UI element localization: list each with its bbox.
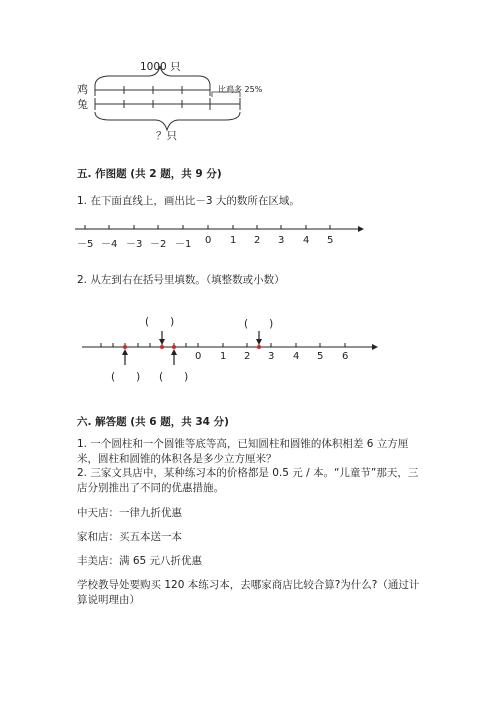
diagram-rabbit-label: 兔 — [77, 98, 88, 111]
arrow-down-icon — [159, 331, 165, 345]
tick-label: 6 — [342, 351, 349, 362]
segment-diagram — [0, 0, 500, 150]
tick-label: －5 — [77, 239, 94, 250]
tick-label: －4 — [101, 239, 118, 250]
tick-label: －3 — [126, 239, 143, 250]
answer-blank[interactable]: ( ) — [244, 318, 274, 330]
number-line-1-labels — [0, 235, 500, 249]
section5-q2: 2. 从左到右在括号里填数。（填整数或小数） — [77, 274, 285, 286]
section6-q1: 1. 一个圆柱和一个圆锥等底等高，已知圆柱和圆锥的体积相差 6 立方厘米，圆柱和圆锥的体积各是多少立方厘米？ — [77, 438, 409, 465]
answer-blank[interactable]: ( ) — [159, 371, 189, 383]
diagram-bottom-label: ？只 — [156, 130, 177, 142]
bottom-brace — [95, 112, 240, 130]
segment-diagram-svg — [0, 0, 500, 150]
arrow-down-icon — [256, 331, 262, 345]
point-marker — [257, 345, 261, 349]
tick-label: 3 — [278, 235, 285, 246]
diagram-chicken-label: 鸡 — [77, 83, 88, 96]
tick-label: －1 — [175, 239, 192, 250]
tick-label: 2 — [244, 351, 251, 362]
tick-label: 0 — [195, 351, 202, 362]
answer-blank[interactable]: ( ) — [145, 316, 175, 328]
tick-label: 1 — [230, 235, 237, 246]
diagram-top-label: 1000 只 — [140, 61, 181, 73]
diagram-note: 比鸡多 25% — [218, 85, 263, 94]
tick-label: 1 — [220, 351, 227, 362]
store-zhongtian: 中天店：一律九折优惠 — [77, 507, 182, 519]
tick-label: 5 — [317, 351, 324, 362]
number-line-2-labels — [0, 351, 500, 365]
section6-title: 六. 解答题 (共 6 题，共 34 分) — [77, 416, 229, 428]
section5-q1: 1. 在下面直线上，画出比－3 大的数所在区域。 — [77, 195, 300, 207]
tick-label: －2 — [150, 239, 167, 250]
store-fengmei: 丰美店：满 65 元八折优惠 — [77, 555, 203, 567]
tick-label: 0 — [205, 235, 212, 246]
tick-label: 4 — [303, 235, 310, 246]
tick-label: 4 — [293, 351, 300, 362]
point-marker — [172, 345, 176, 349]
point-marker — [123, 345, 127, 349]
store-jiahe: 家和店：买五本送一本 — [77, 531, 182, 543]
section6-q2: 2. 三家文具店中，某种练习本的价格都是 0.5 元 / 本。“儿童节”那天，三店分别推出了不同的优惠措施。 — [77, 467, 419, 494]
section5-title: 五. 作图题 (共 2 题，共 9 分) — [77, 168, 222, 180]
point-marker — [160, 345, 164, 349]
tick-label: 5 — [327, 235, 334, 246]
tick-label: 3 — [268, 351, 275, 362]
tick-label: 2 — [254, 235, 261, 246]
section6-question: 学校教导处要购买 120 本练习本，去哪家商店比较合算?为什么?（通过计算说明理由） — [77, 579, 420, 606]
answer-blank[interactable]: ( ) — [111, 371, 141, 383]
